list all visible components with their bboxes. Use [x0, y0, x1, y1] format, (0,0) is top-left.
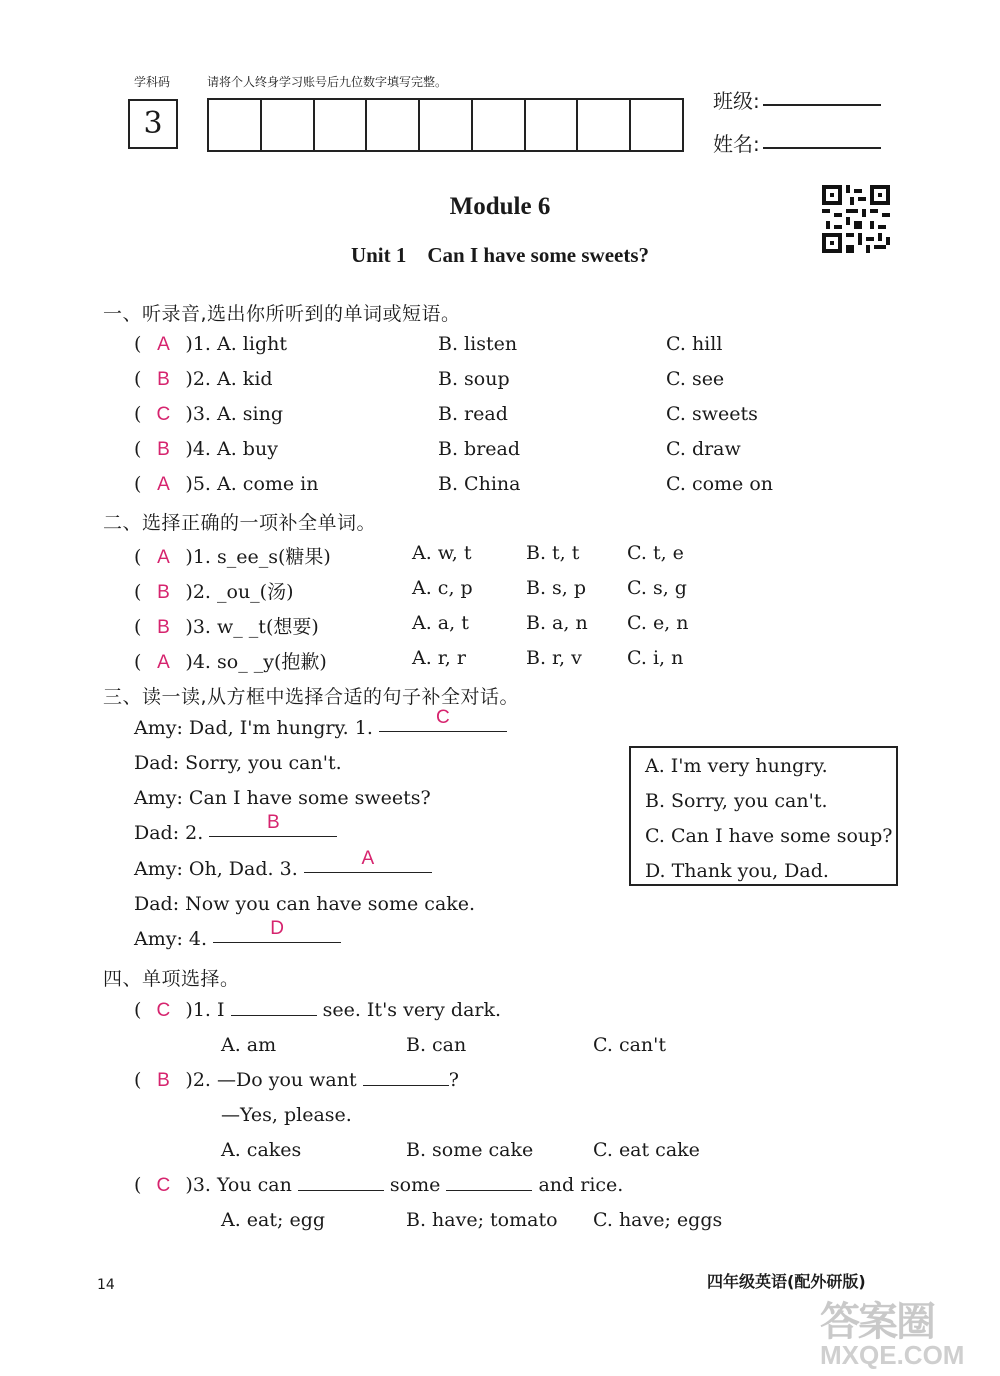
question-text: )1. A. light: [185, 333, 287, 355]
s2-item-4: ( A )4. so_ _y(抱歉): [134, 651, 327, 673]
s4-question-2: ( B )2. —Do you want ?: [134, 1069, 459, 1091]
s2-item-2: ( B )2. _ou_(汤): [134, 581, 294, 603]
s1-item-1: ( A )1. A. light: [134, 333, 287, 355]
answer-blank[interactable]: [363, 1085, 449, 1086]
page-number: 14: [97, 1277, 115, 1293]
account-digit-cell[interactable]: [473, 100, 526, 150]
option-b: B. t, t: [526, 542, 580, 564]
account-digit-cell[interactable]: [262, 100, 315, 150]
answer-mark: C: [436, 707, 450, 728]
question-text: )3. You can: [185, 1174, 292, 1196]
question-text: see. It's very dark.: [322, 999, 502, 1021]
option-c: C. see: [666, 368, 725, 390]
answer-mark: B: [157, 617, 170, 638]
dialogue-text: Dad: 2.: [134, 822, 204, 844]
question-text: )5. A. come in: [185, 473, 319, 495]
s1-item-3: ( C )3. A. sing: [134, 403, 284, 425]
dialogue-line-5: [134, 848, 432, 880]
option-b: B. a, n: [526, 612, 588, 634]
option-a: A. cakes: [221, 1139, 302, 1161]
account-digit-cell[interactable]: [315, 100, 368, 150]
question-text: )1. s_ee_s(糖果): [185, 546, 331, 568]
account-digit-cell[interactable]: [526, 100, 579, 150]
box-option-a: A. I'm very hungry.: [645, 755, 828, 777]
account-digit-cell[interactable]: [578, 100, 631, 150]
option-a: A. eat; egg: [221, 1209, 326, 1231]
question-text: ?: [448, 1069, 459, 1091]
box-option-b: B. Sorry, you can't.: [645, 790, 828, 812]
question-text: )2. A. kid: [185, 368, 273, 390]
option-b: B. read: [438, 403, 508, 425]
option-c: C. sweets: [666, 403, 758, 425]
answer-blank[interactable]: [209, 812, 337, 837]
option-c: C. e, n: [627, 612, 689, 634]
question-text: and rice.: [538, 1174, 624, 1196]
box-option-c: C. Can I have some soup?: [645, 825, 893, 847]
watermark-url: MXQE.COM: [820, 1340, 965, 1370]
answer-mark: A: [157, 474, 170, 495]
answer-blank[interactable]: [379, 707, 507, 732]
option-b: B. have; tomato: [406, 1209, 558, 1231]
module-title: Module 6: [449, 193, 551, 220]
box-option-d: D. Thank you, Dad.: [645, 860, 829, 882]
option-a: A. r, r: [412, 647, 466, 669]
dialogue-line-2: Dad: Sorry, you can't.: [134, 752, 342, 774]
option-c: C. t, e: [627, 542, 684, 564]
answer-mark: C: [156, 1175, 171, 1196]
section-2-title: 二、选择正确的一项补全单词。: [103, 512, 377, 534]
answer-blank[interactable]: [213, 918, 341, 943]
s1-item-4: ( B )4. A. buy: [134, 438, 278, 460]
section-1-title: 一、听录音,选出你所听到的单词或短语。: [103, 303, 461, 325]
section-4-title: 四、单项选择。: [103, 968, 240, 990]
option-b: B. can: [406, 1034, 467, 1056]
option-b: B. listen: [438, 333, 518, 355]
name-label: 姓名:: [713, 132, 760, 156]
option-a: A. c, p: [412, 577, 473, 599]
s4-question-3: ( C )3. You can some and rice.: [134, 1174, 624, 1196]
s2-item-1: ( A )1. s_ee_s(糖果): [134, 546, 331, 568]
unit-title: Unit 1 Can I have some sweets?: [350, 243, 650, 267]
account-number-grid[interactable]: [207, 98, 684, 152]
book-title: 四年级英语(配外研版): [707, 1272, 866, 1291]
dialogue-text: Amy: Dad, I'm hungry. 1.: [134, 717, 373, 739]
dialogue-line-1: [134, 707, 507, 739]
s1-item-2: ( B )2. A. kid: [134, 368, 273, 390]
option-b: B. some cake: [406, 1139, 534, 1161]
answer-mark: B: [157, 439, 170, 460]
answer-mark: C: [156, 1000, 171, 1021]
question-text: )2. —Do you want: [185, 1069, 357, 1091]
dialogue-line-6: Dad: Now you can have some cake.: [134, 893, 476, 915]
account-digit-cell[interactable]: [631, 100, 682, 150]
watermark-logo: 答案圈: [820, 1299, 934, 1345]
option-c: C. s, g: [627, 577, 687, 599]
option-a: A. w, t: [412, 542, 472, 564]
subject-code-box: 3: [128, 99, 178, 149]
option-c: C. eat cake: [593, 1139, 700, 1161]
answer-blank[interactable]: [298, 1190, 384, 1191]
answer-mark: B: [157, 369, 170, 390]
account-digit-cell[interactable]: [420, 100, 473, 150]
question-text: )4. A. buy: [185, 438, 278, 460]
class-label: 班级:: [713, 89, 760, 113]
option-b: B. China: [438, 473, 521, 495]
name-field[interactable]: [763, 147, 881, 149]
option-box: [629, 746, 898, 886]
question-text: )3. w_ _t(想要): [185, 616, 319, 638]
option-c: C. draw: [666, 438, 741, 460]
section-3-title: 三、读一读,从方框中选择合适的句子补全对话。: [103, 686, 520, 708]
option-c: C. come on: [666, 473, 773, 495]
option-a: A. a, t: [412, 612, 469, 634]
question-text: some: [389, 1174, 441, 1196]
account-digit-cell[interactable]: [367, 100, 420, 150]
account-digit-cell[interactable]: [209, 100, 262, 150]
option-b: B. bread: [438, 438, 521, 460]
s4-question-1: ( C )1. I see. It's very dark.: [134, 999, 502, 1021]
account-instruction: 请将个人终身学习账号后九位数字填写完整。: [207, 75, 448, 89]
question-text: )3. A. sing: [185, 403, 284, 425]
answer-mark: A: [157, 334, 170, 355]
option-c: C. i, n: [627, 647, 684, 669]
option-c: C. can't: [593, 1034, 667, 1056]
question-text: )4. so_ _y(抱歉): [185, 651, 327, 673]
s2-item-3: ( B )3. w_ _t(想要): [134, 616, 319, 638]
reply-text: —Yes, please.: [221, 1104, 352, 1126]
dialogue-line-7: [134, 918, 341, 950]
option-b: B. soup: [438, 368, 510, 390]
dialogue-text: Amy: 4.: [134, 928, 208, 950]
question-text: )1. I: [185, 999, 225, 1021]
answer-mark: A: [157, 547, 170, 568]
answer-mark: C: [156, 404, 171, 425]
dialogue-text: Amy: Oh, Dad. 3.: [134, 858, 298, 880]
question-text: )2. _ou_(汤): [185, 581, 294, 603]
answer-mark: A: [157, 652, 170, 673]
answer-mark: B: [157, 1070, 170, 1091]
answer-blank[interactable]: [446, 1190, 532, 1191]
option-c: C. have; eggs: [593, 1209, 723, 1231]
class-field[interactable]: [763, 104, 881, 106]
answer-mark: D: [270, 918, 284, 939]
option-a: A. am: [221, 1034, 277, 1056]
answer-mark: B: [157, 582, 170, 603]
s1-item-5: ( A )5. A. come in: [134, 473, 319, 495]
option-b: B. s, p: [526, 577, 587, 599]
answer-blank[interactable]: [304, 848, 432, 873]
answer-mark: B: [267, 812, 280, 833]
dialogue-line-4: [134, 812, 337, 844]
answer-blank[interactable]: [231, 1015, 317, 1016]
answer-mark: A: [361, 848, 375, 869]
option-b: B. r, v: [526, 647, 582, 669]
dialogue-line-3: Amy: Can I have some sweets?: [134, 787, 431, 809]
subject-code-label: 学科码: [134, 75, 171, 89]
option-c: C. hill: [666, 333, 723, 355]
